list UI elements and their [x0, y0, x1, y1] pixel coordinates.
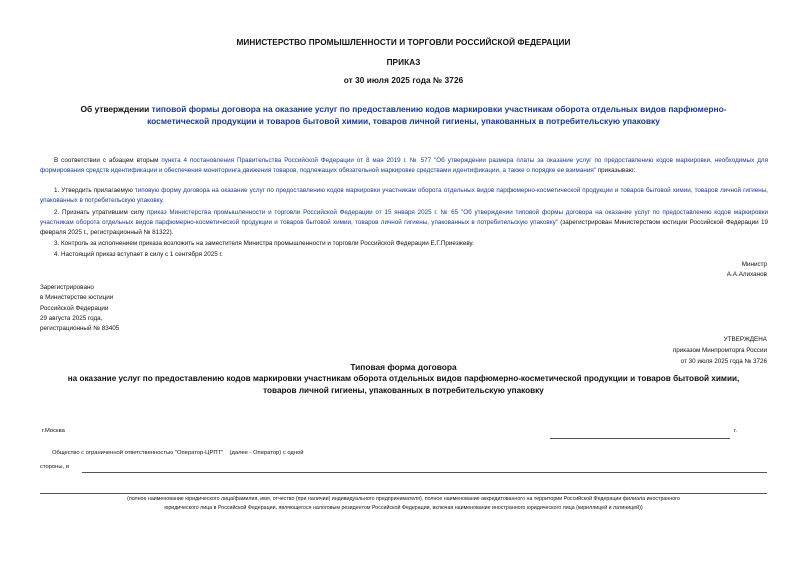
preamble-text: В соответствии с абзацем вторым [54, 157, 162, 164]
form-year-suffix: г. [734, 428, 738, 434]
party-fill-line [82, 472, 767, 473]
order-item-4: 4. Настоящий приказ вступает в силу с 1 сентября 2025 г. [54, 251, 223, 258]
item1-text: 1. Утвердить прилагаемую [54, 187, 135, 194]
date-fill-line [550, 438, 730, 439]
subject-link[interactable]: типовой формы договора на оказание услуг по предоставлению кодов маркировки участникам оборота отдельных видов парфюмерно-косметической продукции и товаров бытовой химии, товаров личной гигиены, упакованных в потребительскую упаковку [147, 104, 727, 126]
form-title-line-3: товаров личной гигиены, упакованных в потребительскую упаковку [263, 386, 544, 395]
item2-link[interactable]: приказ Министерства промышленности и торговли Российской Федерации от 15 января 2025 г. № 65 "Об утверждении типовой формы договора на оказание услуг по предоставлению кодов маркировки участникам оборота отдельных видов парфюмерно-косметической продукции и товаров бытовой химии, товаров личной гигиены, упакованных в потребительскую упаковку" [40, 209, 768, 226]
order-item-3: 3. Контроль за исполнением приказа возложить на заместителя Министра промышленности и торговли Российской Федерации Е.Г.Приезжеву. [54, 240, 474, 247]
registration-line: в Министерстве юстиции [40, 294, 114, 302]
registration-line: Зарегистрировано [40, 284, 94, 291]
form-city: г.Москва [42, 428, 65, 434]
order-subject [50, 104, 757, 127]
signature-name: А.А.Алиханов [726, 271, 767, 279]
registration-line: Российской Федерации [40, 304, 109, 312]
signature-block [727, 260, 767, 281]
registration-line: регистрационный № 83405 [40, 325, 120, 333]
form-footnote [40, 495, 767, 513]
form-party-line: Общество с ограниченной ответственностью "Оператор-ЦРПТ" (далее - Оператор) с одной [52, 450, 304, 456]
item2-text-end: (зарегистрирован Министерством юстиции Российской Федерации 19 февраля 2025 г., регистрационный № 81322). [40, 219, 768, 236]
footnote-line: юридического лица в Российской Федерации, являющегося налоговым резидентом Российской Федерации, включая наименование иностранного юридического лица (кириллицей и латиницей)) [164, 505, 643, 511]
preamble-link[interactable]: пункта 4 постановления Правительства Российской Федерации от 8 мая 2019 г. № 577 "Об утверждении размера платы за оказание услуг по предоставлению кодов маркировки, необходимых для формирования средств идентификации и обеспечения мониторинга движения товаров, подлежащих обязательной маркировке средствами идентификации, а также о порядке ее взимания" [40, 157, 769, 174]
ministry-title: МИНИСТЕРСТВО ПРОМЫШЛЕННОСТИ И ТОРГОВЛИ РОССИЙСКОЙ ФЕДЕРАЦИИ [236, 38, 571, 47]
approval-line: УТВЕРЖДЕНА [723, 336, 767, 343]
approval-line: приказом Минпромторга России [672, 346, 767, 354]
signature-position: Министр [741, 261, 767, 268]
doc-type: ПРИКАЗ [386, 58, 421, 67]
form-side-label: стороны, и [40, 464, 69, 470]
form-title: Типовая форма договора [350, 362, 457, 372]
footnote-fill-line [40, 493, 767, 494]
item1-link[interactable]: типовую форму договора на оказание услуг по предоставлению кодов маркировки участникам оборота отдельных видов парфюмерно-косметической продукции и товаров бытовой химии, товаров личной гигиены, упакованных в потребительскую упаковку. [40, 187, 769, 204]
doc-date-number: от 30 июля 2025 года № 3726 [343, 76, 464, 85]
subject-prefix: Об утверждении [80, 104, 152, 114]
order-item-1 [40, 186, 768, 206]
preamble-text-end: приказываю: [596, 167, 636, 174]
order-item-2 [40, 208, 768, 238]
item2-text: 2. Признать утратившим силу [54, 209, 147, 216]
registration-line: 29 августа 2025 года, [40, 314, 103, 322]
approval-line: от 30 июля 2025 года № 3726 [680, 357, 767, 365]
footnote-line: (полное наименование юридического лица/фамилия, имя, отчество (при наличии) индивидуального предпринимателя), полное наименование аккредитованного на территории Российской Федерации филиала иностранного [127, 496, 680, 502]
preamble-paragraph [40, 156, 768, 176]
registration-block [40, 283, 119, 334]
form-title-line-2: на оказание услуг по предоставлению кодов маркировки участникам оборота отдельных видов парфюмерно-косметической продукции и товаров бытовой химии, [67, 374, 740, 383]
